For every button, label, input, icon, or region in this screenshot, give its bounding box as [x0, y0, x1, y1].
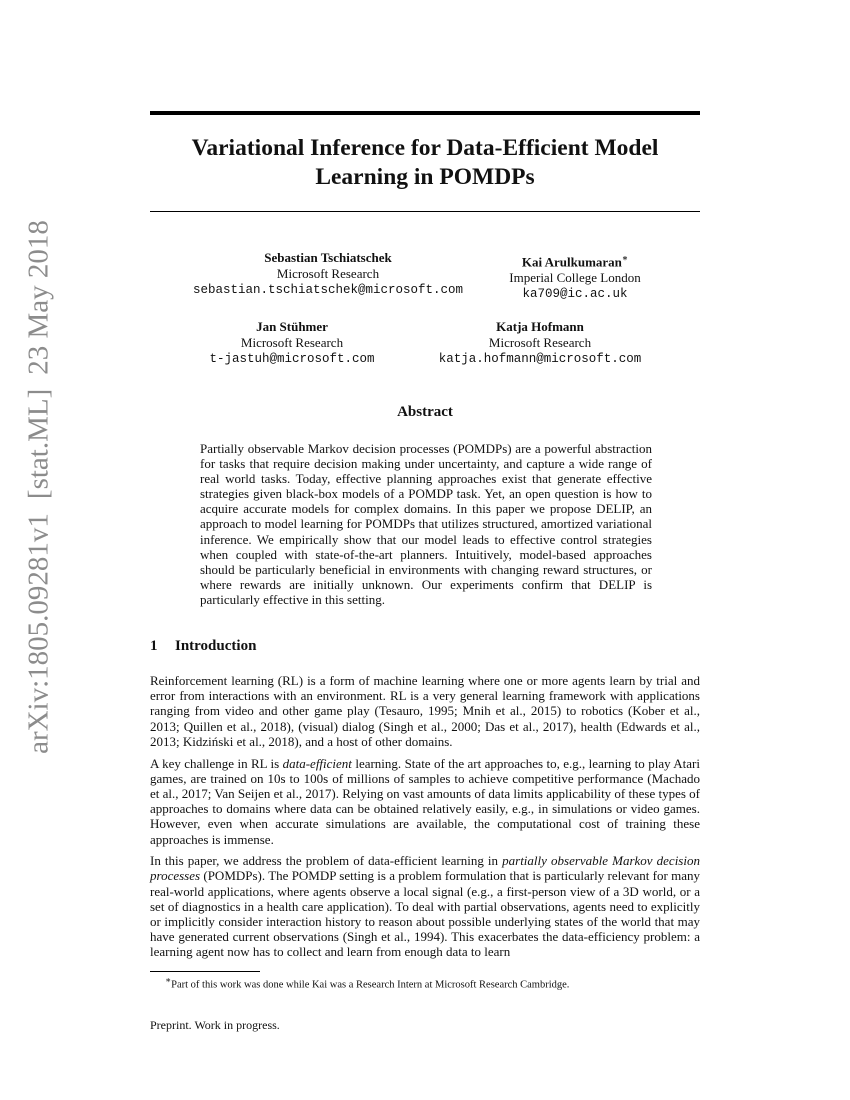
- author-affiliation: Microsoft Research: [488, 335, 592, 350]
- paragraph-text: A key challenge in RL is: [150, 755, 283, 771]
- footnote-mark: ∗: [165, 975, 172, 985]
- abstract-heading: Abstract: [397, 404, 453, 420]
- author-affiliation: Microsoft Research: [276, 266, 380, 281]
- author-email: t-jastuh@microsoft.com: [209, 352, 375, 366]
- title-line-2: Learning in POMDPs: [315, 164, 535, 190]
- author-name: Kai Arulkumaran: [521, 254, 622, 270]
- abstract-text: Partially observable Markov decision processes (POMDPs) are a powerful abstraction for tasks that require decision making under uncertainty, and capture a wide range of real world tasks. Today, effective planning approaches exist that generate effective strategies given black-box models of a POMDP task. Yet, an open question is how to acquire accurate models for complex domains. In this paper we propose DELIP, an approach to model learning for POMDPs that utilizes structured, amortized variational inference. We empirically show that our model leads to effective control strategies when coupled with state-of-the-art planners. Intuitively, model-based approaches should be particularly beneficial in environments with changing reward structures, or where rewards are initially unknown. Our experiments confirm that DELIP is particularly effective in this setting.: [200, 441, 652, 607]
- section-title: Introduction: [175, 638, 257, 654]
- author-block: [390, 319, 690, 367]
- arxiv-id: arXiv:1805.09281v1: [22, 513, 55, 754]
- paragraph: Reinforcement learning (RL) is a form of machine learning where one or more agents learn by trial and error from interactions with an environment. RL is a very general learning framework with applications ranging from video and other game play (Tesauro, 1995; Mnih et al., 2015) to robotics (Kober et al., 2013; Quillen et al., 2018), (visual) dialog (Singh et al., 2000; Das et al., 2017), health (Edwards et al., 2013; Kidziński et al., 2018), and a host of other domains.: [150, 673, 700, 749]
- author-name: Jan Stühmer: [256, 319, 328, 334]
- footnote-text: Part of this work was done while Kai was a Research Intern at Microsoft Research Cambridge.: [171, 979, 570, 991]
- author-affiliation: Microsoft Research: [240, 335, 344, 350]
- author-name-line: [425, 250, 725, 270]
- paragraph-emphasis: data-efficient: [282, 755, 352, 771]
- title-top-rule: [150, 111, 700, 115]
- arxiv-date: 23 May 2018: [22, 220, 55, 375]
- section-number: 1: [150, 638, 158, 654]
- author-email: ka709@ic.ac.uk: [522, 287, 628, 302]
- footnote: [165, 975, 569, 991]
- arxiv-stamp: [23, 206, 56, 754]
- preprint-note: Preprint. Work in progress.: [150, 1018, 280, 1032]
- author-name: Katja Hofmann: [496, 319, 584, 334]
- paragraph: [150, 853, 700, 959]
- paragraph: [150, 756, 700, 847]
- section-heading: [150, 638, 256, 655]
- paper-title: [150, 134, 700, 192]
- arxiv-category: [stat.ML]: [22, 388, 55, 500]
- author-email: katja.hofmann@microsoft.com: [438, 352, 642, 366]
- paragraph-text: (POMDPs). The POMDP setting is a problem formulation that is particularly relevant for many real-world applications, where agents observe a local signal (e.g., a first-person view of a 3D world, or a set of diagnostics in a health care application). To deal with partial observations, agents need to explicitly or implicitly consider interaction history to reason about possible underlying states of the world that may have generated current observations (Singh et al., 1994). This exacerbates the data-efficiency problem: a learning agent now has to collect and learn from enough data to learn: [150, 868, 700, 960]
- paragraph-text: In this paper, we address the problem of data-efficient learning in: [150, 853, 503, 869]
- author-affiliation: Imperial College London: [509, 270, 641, 286]
- footnote-rule: [150, 971, 260, 972]
- author-block: [425, 250, 725, 302]
- author-email: sebastian.tschiatschek@microsoft.com: [192, 283, 464, 297]
- paragraph-text: learning. State of the art approaches to, e.g., learning to play Atari games, are trained on 10s to 100s of millions of samples to achieve competitive performance (Machado et al., 2017; Van Seijen et al., 2017). Relying on vast amounts of data limits applicability of these types of approaches to domains where data can be obtained relatively easily, e.g., in simulations or video games. However, even when accurate simulations are available, the computational cost of training these approaches is immense.: [150, 755, 700, 847]
- author-name: Sebastian Tschiatschek: [264, 250, 392, 265]
- author-footnote-mark: ∗: [621, 253, 629, 263]
- introduction-body: [150, 673, 700, 966]
- paragraph-emphasis: partially observable Markov decision processes: [150, 853, 700, 884]
- title-line-1: Variational Inference for Data-Efficient Model: [191, 135, 659, 161]
- title-bottom-rule: [150, 211, 700, 212]
